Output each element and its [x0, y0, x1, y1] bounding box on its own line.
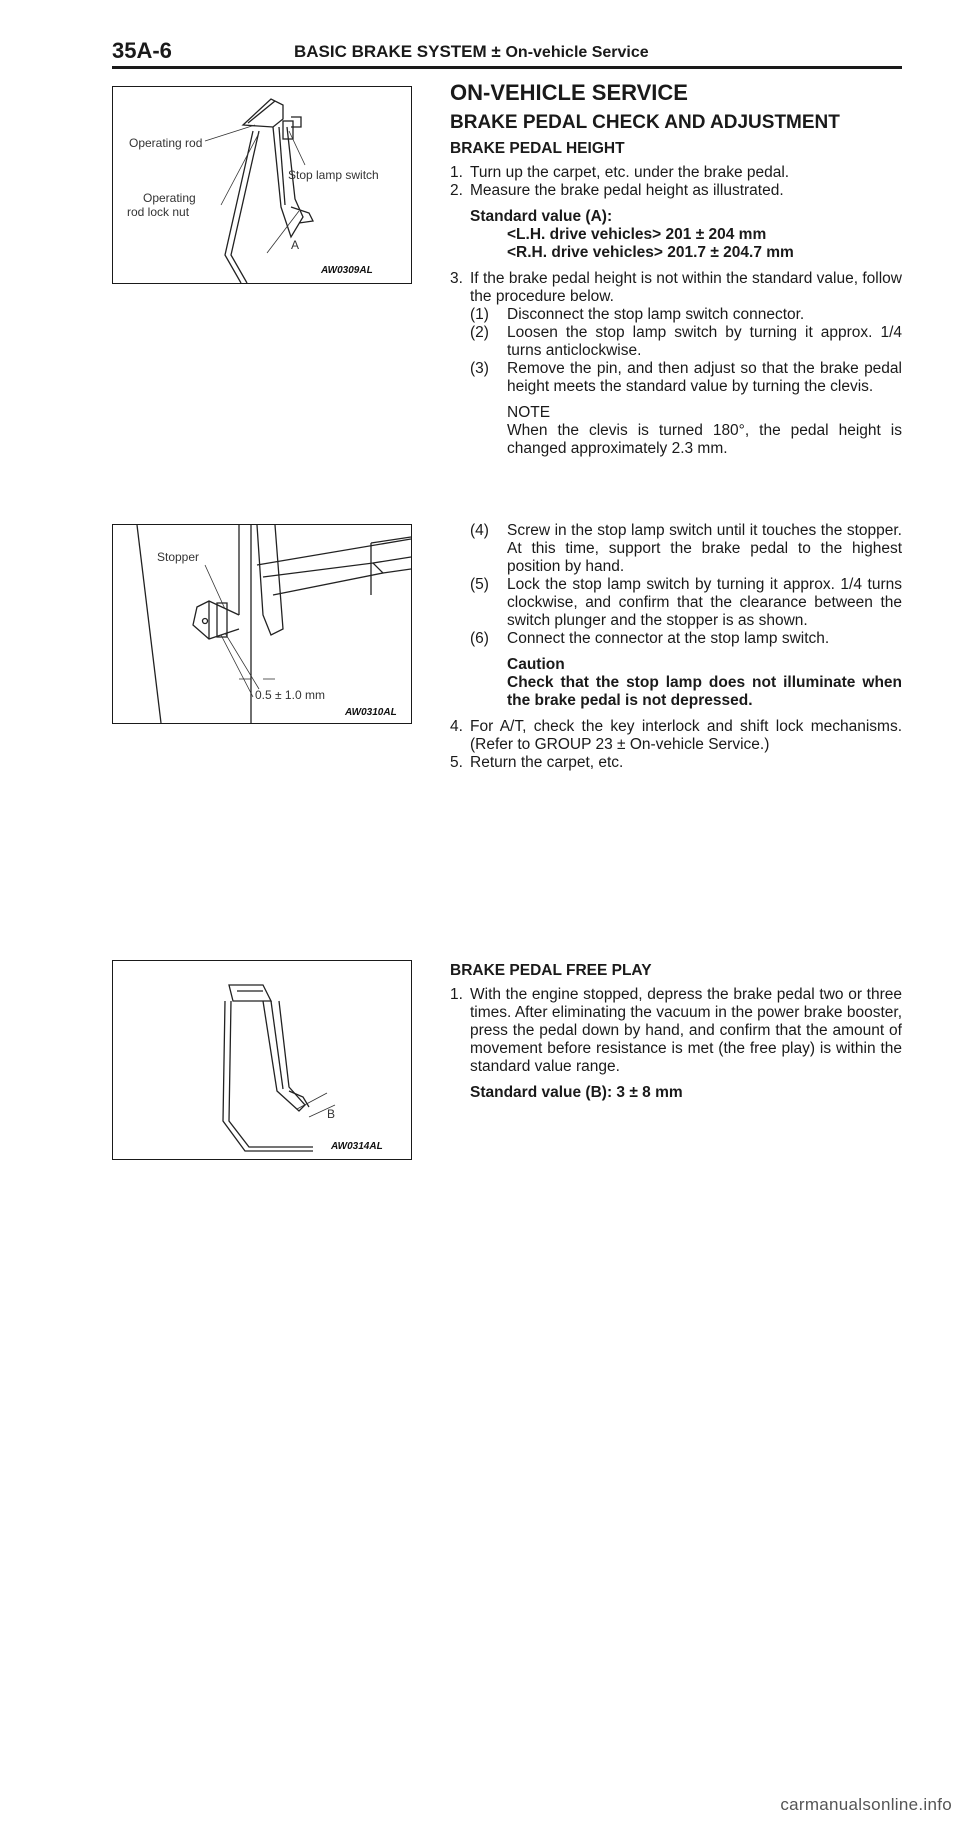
list-item: (1) Disconnect the stop lamp switch connector.: [470, 306, 805, 323]
standard-value-label: Standard value (A):: [470, 208, 613, 225]
list-item: 1. With the engine stopped, depress the brake pedal two or three times. After eliminating the vacuum in the power brake booster, press the pedal down by hand, and confirm that the amount of movement before resistance is met (the free play) is within the standard value range.: [450, 986, 902, 1075]
pedal-height-drawing: [113, 87, 411, 283]
free-play-drawing: [113, 961, 411, 1159]
list-item: 5. Return the carpet, etc.: [450, 754, 624, 771]
label-dimension-b: B: [327, 1107, 336, 1121]
page-header: [112, 38, 902, 68]
list-item: (6) Connect the connector at the stop lamp switch.: [470, 630, 830, 647]
list-item: (2) Loosen the stop lamp switch by turning it approx. 1/4 turns anticlockwise.: [470, 324, 902, 359]
section-subtitle: BRAKE PEDAL CHECK AND ADJUSTMENT: [450, 112, 840, 133]
label-operating: Operating: [143, 191, 196, 205]
header-subtitle: On-vehicle Service: [505, 44, 649, 61]
section-free-play: [450, 962, 902, 1102]
section-title: ON-VEHICLE SERVICE: [450, 80, 688, 105]
stopper-clearance-drawing: [113, 525, 411, 723]
note-text: When the clevis is turned 180°, the pedal height is changed approximately 2.3 mm.: [507, 422, 902, 457]
subsection-heading: BRAKE PEDAL FREE PLAY: [450, 962, 652, 979]
subsection-heading: BRAKE PEDAL HEIGHT: [450, 140, 625, 157]
caution-text: Check that the stop lamp does not illuminate when the brake pedal is not depressed.: [507, 674, 902, 709]
label-rod-lock-nut: rod lock nut: [127, 205, 190, 219]
figure-pedal-height: [112, 86, 412, 284]
figure-stopper-clearance: [112, 524, 412, 724]
header-rule: [112, 66, 902, 69]
section-switch-adjust: [450, 522, 902, 772]
label-clearance: 0.5 ± 1.0 mm: [255, 688, 325, 702]
section-brake-pedal-height: [450, 80, 902, 458]
label-stopper: Stopper: [157, 550, 200, 564]
list-item: (5) Lock the stop lamp switch by turning it approx. 1/4 turns clockwise, and confirm that the clearance between the switch plunger and the stopper is as shown.: [470, 576, 902, 629]
list-item: 1. Turn up the carpet, etc. under the brake pedal.: [450, 164, 790, 181]
note-label: NOTE: [507, 404, 551, 421]
label-operating-rod: Operating rod: [129, 136, 203, 150]
figure-code: AW0310AL: [345, 707, 397, 718]
label-stop-lamp-switch: Stop lamp switch: [288, 168, 379, 182]
list-item: (3) Remove the pin, and then adjust so that the brake pedal height meets the standard value by turning the clevis.: [470, 360, 902, 395]
header-title-text: BASIC BRAKE SYSTEM ±: [294, 42, 501, 61]
list-item: 3. If the brake pedal height is not within the standard value, follow the procedure below.: [450, 270, 902, 305]
steps-list: [450, 164, 902, 200]
standard-value-lh: <L.H. drive vehicles> 201 ± 204 mm: [507, 226, 767, 243]
list-item: 2. Measure the brake pedal height as illustrated.: [450, 182, 784, 199]
footer-watermark: carmanualsonline.info: [780, 1795, 952, 1814]
label-dimension-a: A: [291, 238, 300, 252]
caution-label: Caution: [507, 656, 565, 673]
header-title: [294, 42, 649, 62]
standard-value-rh: <R.H. drive vehicles> 201.7 ± 204.7 mm: [507, 244, 794, 261]
figure-code: AW0309AL: [321, 265, 373, 276]
list-item: (4) Screw in the stop lamp switch until it touches the stopper. At this time, support the brake pedal to the highest position by hand.: [470, 522, 902, 575]
page-number: 35A-6: [112, 38, 172, 63]
figure-free-play: [112, 960, 412, 1160]
standard-value-free-play: Standard value (B): 3 ± 8 mm: [470, 1084, 683, 1101]
figure-code: AW0314AL: [331, 1141, 383, 1152]
list-item: 4. For A/T, check the key interlock and shift lock mechanisms. (Refer to GROUP 23 ± On-vehicle Service.): [450, 718, 902, 753]
